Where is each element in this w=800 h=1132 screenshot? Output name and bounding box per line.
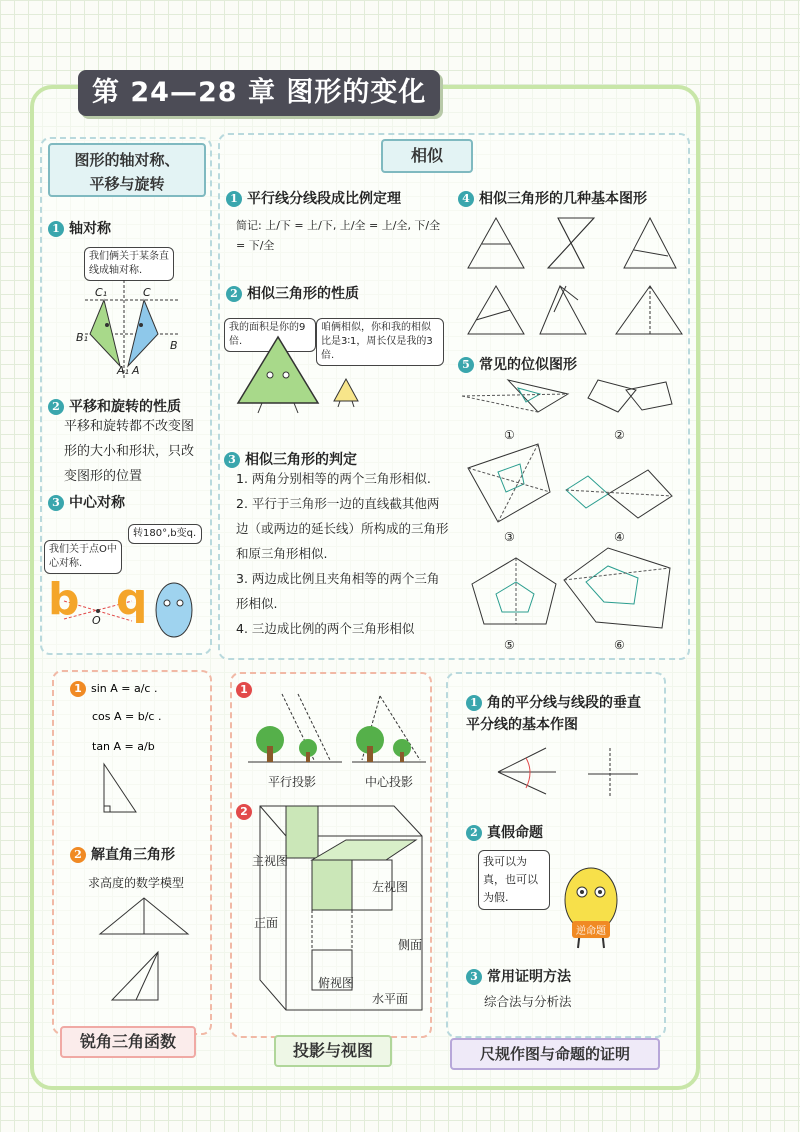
construction-title: 尺规作图与命题的证明	[450, 1038, 660, 1070]
trig-formulas	[70, 676, 161, 762]
front-face-label: 正面	[254, 916, 279, 930]
homothety-figures	[458, 372, 686, 652]
construction-figure	[488, 744, 648, 800]
letter-b: b	[48, 574, 80, 625]
criteria-list	[236, 466, 450, 641]
criteria-item-1: 1. 两角分别相等的两个三角形相似.	[236, 471, 431, 486]
label-c1: C₁	[95, 286, 108, 299]
height-model-caption: 求高度的数学模型	[88, 876, 185, 890]
side-face-label: 侧面	[398, 938, 423, 952]
axis-symmetry-heading: 1 轴对称	[48, 218, 111, 238]
similar-title: 相似	[381, 139, 473, 173]
criteria-item-2: 2. 平行于三角形一边的直线截其他两边（或两边的延长线）所构成的三角形和原三角形相似.	[236, 496, 449, 561]
label-c: C	[143, 286, 151, 299]
horizontal-plane-label: 水平面	[372, 992, 409, 1006]
number-1-icon: 1	[70, 681, 86, 697]
number-3-icon: 3	[48, 495, 64, 511]
trig-formula-cos: cos A = b/c .	[92, 710, 162, 723]
proof-methods-heading: 3 常用证明方法	[466, 966, 571, 986]
left-view-label: 左视图	[372, 880, 409, 894]
number-1-icon: 1	[226, 191, 242, 207]
homothety-label-5: ⑤	[504, 638, 515, 652]
number-2-icon: 2	[226, 286, 242, 302]
central-symmetry-heading: 3 中心对称	[48, 492, 125, 512]
parallel-projection-label: 平行投影	[268, 775, 317, 789]
transform-title-line1: 图形的轴对称、	[74, 151, 180, 169]
center-o-label: O	[92, 614, 101, 627]
homothety-label-3: ③	[504, 530, 515, 544]
top-view-label: 俯视图	[318, 976, 355, 990]
trig-title: 锐角三角函数	[60, 1026, 196, 1058]
true-false-bubble: 我可以为真，也可以为假.	[478, 850, 550, 910]
translation-rotation-text: 平移和旋转都不改变图形的大小和形状，只改变图形的位置	[64, 419, 195, 484]
number-2-icon: 2	[48, 399, 64, 415]
chapter-banner: 第 24—28 章 图形的变化	[78, 70, 440, 116]
homothety-label-2: ②	[614, 428, 625, 442]
projection-title: 投影与视图	[274, 1035, 392, 1067]
number-5-icon: 5	[458, 357, 474, 373]
homothety-label-1: ①	[504, 428, 515, 442]
number-1-icon: 1	[466, 695, 482, 711]
proportion-formula: 简记: 上/下 = 上/下, 上/全 = 上/全, 下/全 = 下/全	[236, 219, 441, 252]
number-2-icon: 2	[236, 804, 252, 820]
proof-methods-text: 综合法与分析法	[484, 994, 572, 1009]
front-view-label: 主视图	[252, 854, 289, 868]
converse-badge: 逆命题	[572, 921, 610, 938]
translation-rotation-heading: 2 平移和旋转的性质	[48, 396, 181, 416]
number-3-icon: 3	[224, 452, 240, 468]
similar-criteria-heading: 3 相似三角形的判定	[224, 449, 357, 469]
number-1-icon: 1	[236, 682, 252, 698]
axis-symmetry-bubble: 我们俩关于某条直线成轴对称.	[84, 247, 174, 281]
central-bubble-left: 我们关于点O中心对称.	[44, 540, 122, 574]
number-1-icon: 1	[48, 221, 64, 237]
basic-construction-heading: 1 角的平分线与线段的垂直平分线的基本作图	[466, 695, 641, 733]
number-2-icon: 2	[70, 847, 86, 863]
trig-formula-tan: tan A = a/b	[92, 740, 155, 753]
proportion-theorem-heading: 1 平行线分线段成比例定理	[226, 188, 401, 208]
homothety-label-6: ⑥	[614, 638, 625, 652]
number-2-icon: 2	[466, 825, 482, 841]
criteria-item-3: 3. 两边成比例且夹角相等的两个三角形相似.	[236, 571, 440, 611]
letter-q: q	[116, 574, 148, 625]
homothety-heading: 5 常见的位似图形	[458, 354, 577, 374]
trig-formula-sin: 1 sin A = a/c .	[70, 676, 161, 702]
transform-title	[48, 143, 206, 197]
height-model-figures	[96, 894, 196, 1004]
small-triangle-bubble: 咱俩相似，你和我的相似比是3∶1，周长仅是我的3倍.	[316, 318, 444, 366]
solve-right-triangle-heading: 2 解直角三角形	[70, 844, 175, 864]
transform-title-line2: 平移与旋转	[89, 175, 165, 193]
basic-similar-figures	[462, 212, 684, 342]
right-triangle-figure	[96, 760, 146, 820]
label-a1: A₁	[117, 364, 129, 377]
criteria-item-4: 4. 三边成比例的两个三角形相似	[236, 621, 415, 636]
similar-properties-heading: 2 相似三角形的性质	[226, 283, 359, 303]
central-bubble-right: 转180°,b变q.	[128, 524, 202, 544]
basic-figures-heading: 4 相似三角形的几种基本图形	[458, 188, 647, 208]
homothety-label-4: ④	[614, 530, 625, 544]
true-false-heading: 2 真假命题	[466, 822, 543, 842]
label-b: B	[170, 339, 178, 352]
projection-trees-figure	[242, 690, 432, 770]
big-triangle-bubble: 我的面积是你的9倍.	[224, 318, 316, 352]
central-projection-label: 中心投影	[365, 775, 414, 789]
similar-characters-figure	[236, 335, 376, 415]
label-b1: B₁	[76, 331, 88, 344]
number-3-icon: 3	[466, 969, 482, 985]
number-4-icon: 4	[458, 191, 474, 207]
label-a: A	[132, 364, 140, 377]
